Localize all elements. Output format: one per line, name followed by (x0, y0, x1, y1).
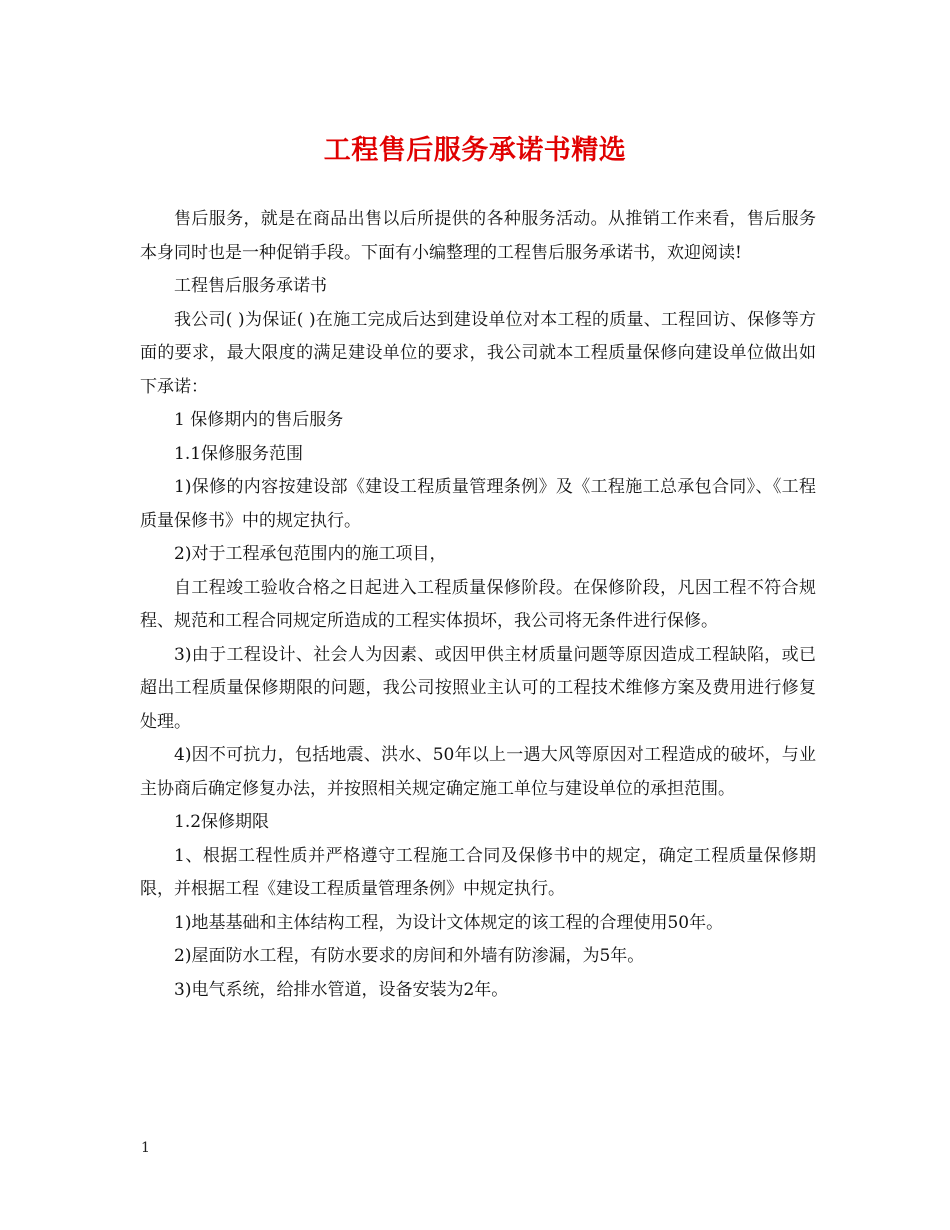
paragraph-heading: 工程售后服务承诺书 (174, 276, 327, 296)
paragraph: 自工程竣工验收合格之日起进入工程质量保修阶段。在保修阶段，凡因工程不符合规程、规范和工程合同规定所造成的工程实体损坏，我公司将无条件进行保修。 (140, 577, 816, 631)
paragraph: 2)屋面防水工程，有防水要求的房间和外墙有防渗漏，为5年。 (174, 946, 645, 966)
paragraph-intro: 售后服务，就是在商品出售以后所提供的各种服务活动。从推销工作来看，售后服务本身同时也是一种促销手段。下面有小编整理的工程售后服务承诺书，欢迎阅读! (140, 209, 816, 263)
paragraph: 2)对于工程承包范围内的施工项目， (174, 544, 447, 564)
document-body (140, 203, 816, 1007)
document-title: 工程售后服务承诺书精选 (323, 135, 627, 166)
paragraph: 4)因不可抗力，包括地震、洪水、50年以上一遇大风等原因对工程造成的破坏，与业主协商后确定修复办法，并按照相关规定确定施工单位与建设单位的承担范围。 (140, 745, 816, 799)
paragraph: 3)电气系统，给排水管道，设备安装为2年。 (174, 979, 509, 1000)
paragraph: 1)保修的内容按建设部《建设工程质量管理条例》及《工程施工总承包合同》、《工程质量保修书》中的规定执行。 (140, 477, 816, 531)
subsection-heading: 1.1保修服务范围 (174, 443, 304, 464)
paragraph: 我公司( )为保证( )在施工完成后达到建设单位对本工程的质量、工程回访、保修等方面的要求，最大限度的满足建设单位的要求，我公司就本工程质量保修向建设单位做出如下承诺： (140, 309, 816, 397)
paragraph: 1、根据工程性质并严格遵守工程施工合同及保修书中的规定，确定工程质量保修期限，并根据工程《建设工程质量管理条例》中规定执行。 (140, 845, 816, 899)
paragraph: 1)地基基础和主体结构工程，为设计文体规定的该工程的合理使用50年。 (174, 912, 724, 933)
paragraph: 3)由于工程设计、社会人为因素、或因甲供主材质量问题等原因造成工程缺陷，或已超出工程质量保修期限的问题，我公司按照业主认可的工程技术维修方案及费用进行修复处理。 (140, 644, 816, 732)
section-heading: 1 保修期内的售后服务 (174, 410, 344, 430)
page-number: 1 (141, 1140, 150, 1156)
subsection-heading: 1.2保修期限 (174, 812, 270, 832)
